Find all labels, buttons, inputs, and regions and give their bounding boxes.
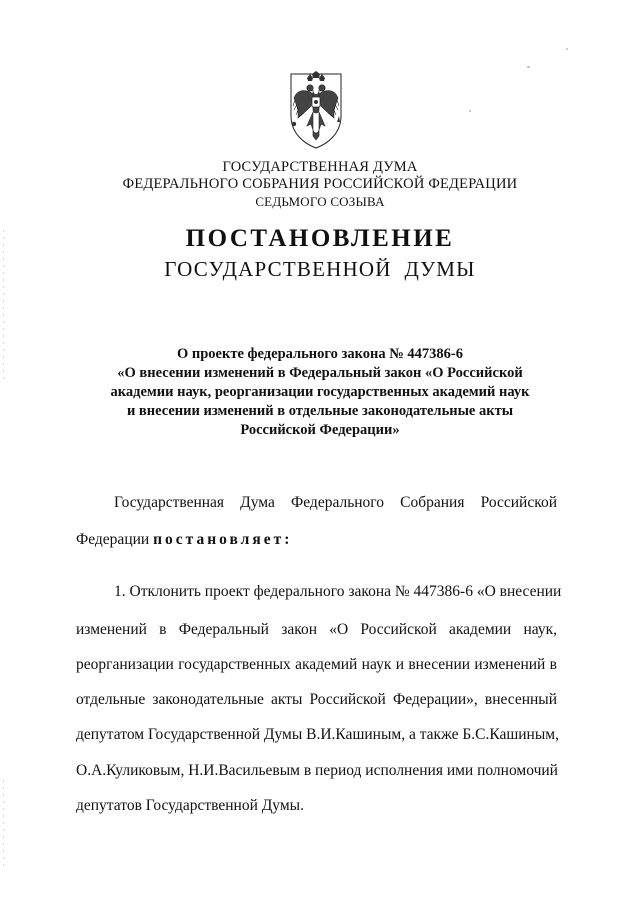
point-1-line: О.А.Куликовым, Н.И.Васильевым в период исполнения ими полномочий (76, 762, 558, 779)
issuer-line-1: ГОСУДАРСТВЕННАЯ ДУМА (222, 159, 418, 175)
point-1-line: депутатов Государственной Думы. (76, 797, 304, 814)
scan-speck (527, 66, 530, 68)
operative-word: постановляет: (153, 531, 293, 548)
russian-coat-of-arms-icon (283, 70, 349, 150)
preamble-line: Государственная Дума Федерального Собрания Российской (114, 494, 557, 511)
subject-line: и внесении изменений в отдельные законодательные акты (126, 403, 514, 419)
subject-line: академии наук, реорганизации государственных академий наук (110, 384, 530, 400)
document-type-title: ПОСТАНОВЛЕНИЕ (185, 225, 455, 252)
subject-line: Российской Федерации» (240, 422, 400, 438)
point-1-line: отдельные законодательные акты Российской Федерации», внесенный (76, 691, 557, 708)
point-1-line: 1. Отклонить проект федерального закона № 447386-6 «О внесении (114, 583, 562, 600)
subject-line: «О внесении изменений в Федеральный закон «О Российской (117, 365, 523, 381)
document-type-subtitle: ГОСУДАРСТВЕННОЙ ДУМЫ (164, 257, 476, 281)
preamble-line (76, 530, 292, 550)
scan-edge-mark (3, 780, 4, 870)
scan-speck (566, 48, 568, 50)
point-1-line: депутатом Государственной Думы В.И.Кашиным, а также Б.С.Кашиным, (76, 726, 559, 743)
preamble-text: Федерации (76, 531, 154, 548)
point-1-line: изменений в Федеральный закон «О Российской академии наук, (76, 621, 557, 638)
point-1-line: реорганизации государственных академий наук и внесении изменений в (76, 656, 557, 673)
subject-line: О проекте федерального закона № 447386-6 (176, 346, 464, 362)
issuer-line-2: ФЕДЕРАЛЬНОГО СОБРАНИЯ РОССИЙСКОЙ ФЕДЕРАЦИИ (122, 176, 518, 192)
scan-speck (469, 110, 471, 112)
issuer-line-3: СЕДЬМОГО СОЗЫВА (255, 194, 385, 209)
